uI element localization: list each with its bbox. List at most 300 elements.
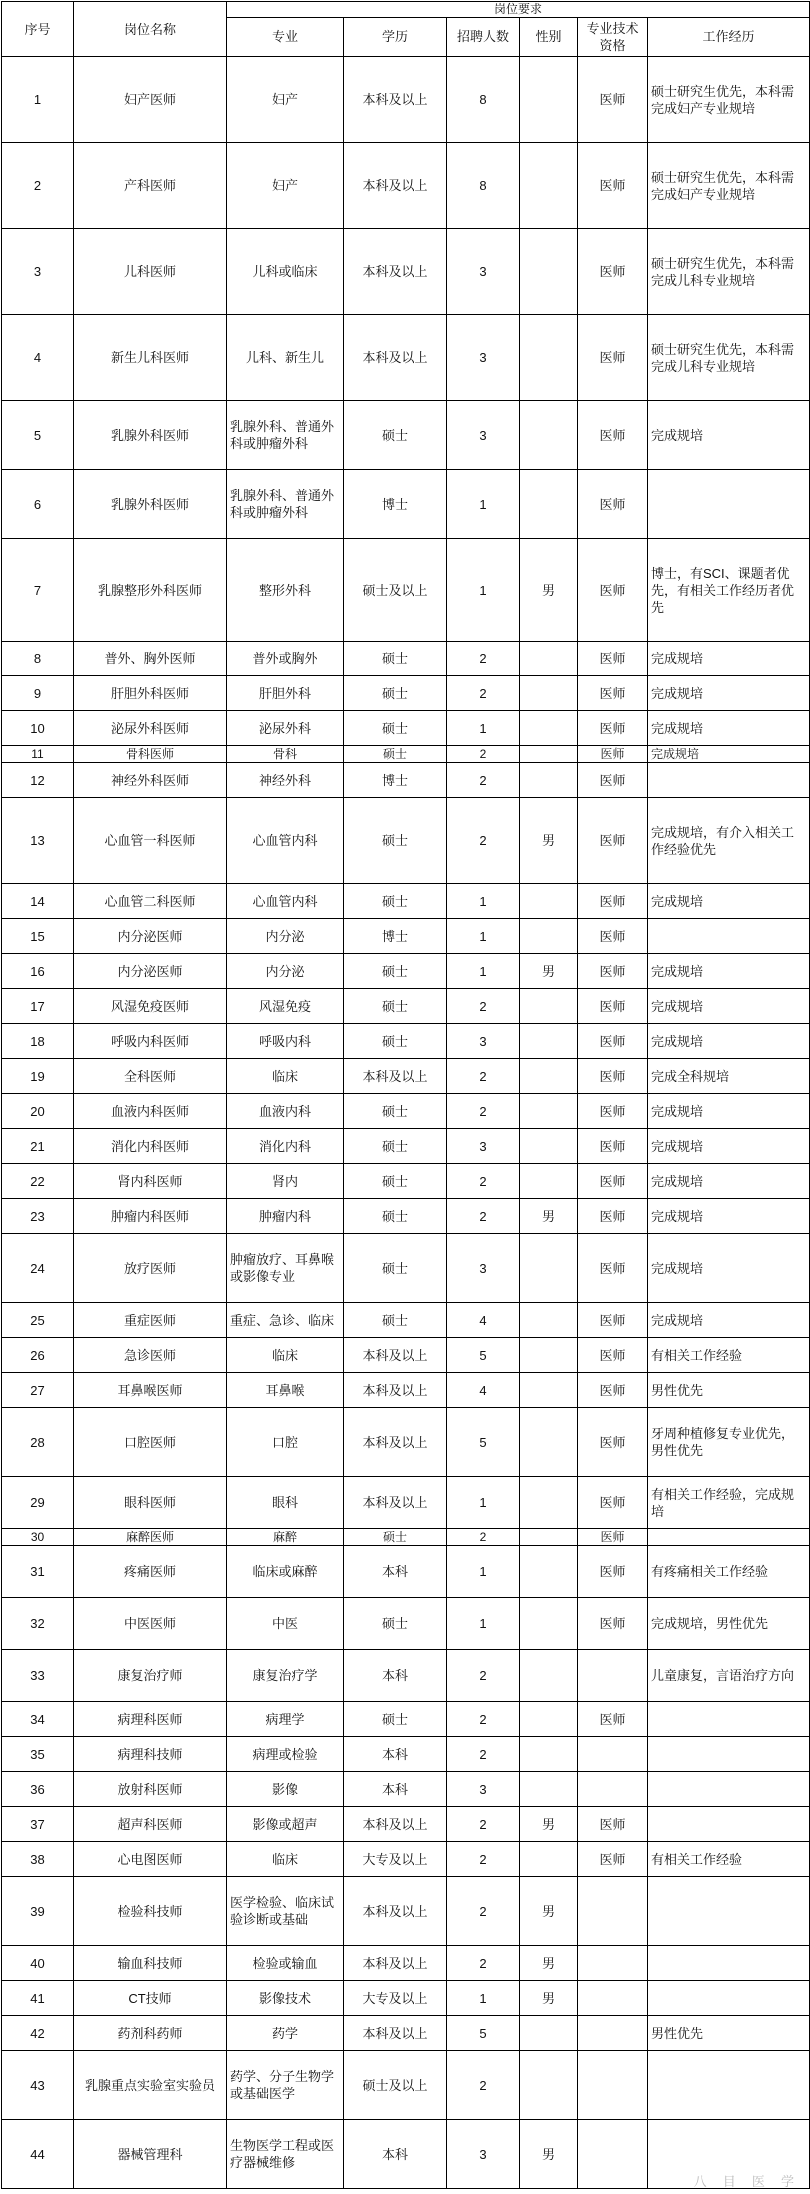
row-qualification (578, 1877, 648, 1946)
row-qualification: 医师 (578, 1702, 648, 1737)
header-qualification: 专业技术资格 (578, 17, 648, 56)
row-major: 血液内科 (227, 1094, 344, 1129)
row-post-name: 血液内科医师 (74, 1094, 227, 1129)
row-qualification: 医师 (578, 989, 648, 1024)
row-qualification: 医师 (578, 1164, 648, 1199)
row-education: 大专及以上 (344, 1842, 447, 1877)
table-row (2, 1772, 810, 1807)
row-gender (520, 1164, 578, 1199)
row-post-name: 中医医师 (74, 1598, 227, 1650)
row-education: 硕士 (344, 1529, 447, 1546)
row-education: 博士 (344, 763, 447, 798)
row-experience: 完成规培 (648, 1129, 810, 1164)
row-qualification: 医师 (578, 919, 648, 954)
row-major: 心血管内科 (227, 798, 344, 884)
row-no: 3 (2, 229, 74, 315)
row-no: 44 (2, 2120, 74, 2189)
table-row (2, 470, 810, 539)
row-post-name: 心血管二科医师 (74, 884, 227, 919)
row-major: 神经外科 (227, 763, 344, 798)
row-education: 本科 (344, 1546, 447, 1598)
row-post-name: 骨科医师 (74, 746, 227, 763)
header-post-name: 岗位名称 (74, 2, 227, 57)
row-post-name: 内分泌医师 (74, 919, 227, 954)
table-row (2, 1737, 810, 1772)
row-qualification: 医师 (578, 539, 648, 642)
row-major: 病理学 (227, 1702, 344, 1737)
row-education: 本科及以上 (344, 1477, 447, 1529)
row-qualification: 医师 (578, 1059, 648, 1094)
row-no: 34 (2, 1702, 74, 1737)
row-education: 硕士 (344, 401, 447, 470)
row-education: 本科及以上 (344, 57, 447, 143)
row-experience: 完成全科规培 (648, 1059, 810, 1094)
row-qualification: 医师 (578, 884, 648, 919)
row-education: 本科及以上 (344, 1059, 447, 1094)
row-education: 本科 (344, 1650, 447, 1702)
row-no: 4 (2, 315, 74, 401)
row-no: 33 (2, 1650, 74, 1702)
row-qualification: 医师 (578, 229, 648, 315)
row-education: 硕士 (344, 746, 447, 763)
row-post-name: 输血科技师 (74, 1946, 227, 1981)
row-major: 影像 (227, 1772, 344, 1807)
row-qualification: 医师 (578, 1373, 648, 1408)
row-major: 重症、急诊、临床 (227, 1303, 344, 1338)
row-no: 18 (2, 1024, 74, 1059)
table-row (2, 1650, 810, 1702)
row-gender (520, 1408, 578, 1477)
row-gender (520, 57, 578, 143)
row-experience (648, 2051, 810, 2120)
row-no: 40 (2, 1946, 74, 1981)
row-major: 儿科或临床 (227, 229, 344, 315)
row-major: 整形外科 (227, 539, 344, 642)
row-gender (520, 1338, 578, 1373)
table-row (2, 1199, 810, 1234)
row-no: 12 (2, 763, 74, 798)
row-education: 本科 (344, 1737, 447, 1772)
row-gender (520, 1094, 578, 1129)
row-no: 27 (2, 1373, 74, 1408)
header-gender: 性别 (520, 17, 578, 56)
row-gender (520, 919, 578, 954)
row-major: 病理或检验 (227, 1737, 344, 1772)
row-gender (520, 1737, 578, 1772)
row-count: 3 (447, 1129, 520, 1164)
row-major: 乳腺外科、普通外科或肿瘤外科 (227, 401, 344, 470)
row-gender (520, 2016, 578, 2051)
row-count: 3 (447, 1024, 520, 1059)
row-experience: 牙周种植修复专业优先，男性优先 (648, 1408, 810, 1477)
table-row (2, 1529, 810, 1546)
row-qualification: 医师 (578, 315, 648, 401)
row-education: 本科及以上 (344, 2016, 447, 2051)
table-row (2, 642, 810, 676)
table-row (2, 143, 810, 229)
row-count: 1 (447, 711, 520, 746)
header-no: 序号 (2, 2, 74, 57)
table-row (2, 1024, 810, 1059)
table-row (2, 1059, 810, 1094)
row-qualification (578, 1650, 648, 1702)
row-post-name: 呼吸内科医师 (74, 1024, 227, 1059)
row-post-name: CT技师 (74, 1981, 227, 2016)
row-no: 31 (2, 1546, 74, 1598)
row-count: 1 (447, 919, 520, 954)
row-no: 13 (2, 798, 74, 884)
row-major: 内分泌 (227, 954, 344, 989)
row-experience (648, 1772, 810, 1807)
row-gender (520, 229, 578, 315)
row-qualification: 医师 (578, 1024, 648, 1059)
row-major: 儿科、新生儿 (227, 315, 344, 401)
row-post-name: 心血管一科医师 (74, 798, 227, 884)
row-experience: 完成规培 (648, 1234, 810, 1303)
row-post-name: 器械管理科 (74, 2120, 227, 2189)
row-post-name: 肝胆外科医师 (74, 676, 227, 711)
row-major: 泌尿外科 (227, 711, 344, 746)
row-education: 硕士 (344, 1129, 447, 1164)
row-experience: 完成规培 (648, 401, 810, 470)
row-post-name: 泌尿外科医师 (74, 711, 227, 746)
row-experience: 有相关工作经验 (648, 1338, 810, 1373)
row-no: 41 (2, 1981, 74, 2016)
row-major: 影像技术 (227, 1981, 344, 2016)
row-no: 35 (2, 1737, 74, 1772)
row-major: 妇产 (227, 143, 344, 229)
row-major: 中医 (227, 1598, 344, 1650)
row-gender: 男 (520, 1199, 578, 1234)
table-row (2, 1303, 810, 1338)
row-qualification: 医师 (578, 1234, 648, 1303)
row-gender (520, 1598, 578, 1650)
row-no: 7 (2, 539, 74, 642)
row-major: 临床或麻醉 (227, 1546, 344, 1598)
row-post-name: 放射科医师 (74, 1772, 227, 1807)
row-no: 9 (2, 676, 74, 711)
table-row (2, 539, 810, 642)
row-education: 博士 (344, 470, 447, 539)
row-major: 肝胆外科 (227, 676, 344, 711)
row-count: 3 (447, 315, 520, 401)
table-row (2, 1129, 810, 1164)
row-gender: 男 (520, 1807, 578, 1842)
row-count: 1 (447, 884, 520, 919)
table-row (2, 763, 810, 798)
row-qualification: 医师 (578, 143, 648, 229)
row-experience: 儿童康复，言语治疗方向 (648, 1650, 810, 1702)
row-education: 大专及以上 (344, 1981, 447, 2016)
row-experience: 完成规培，有介入相关工作经验优先 (648, 798, 810, 884)
row-no: 28 (2, 1408, 74, 1477)
row-qualification: 医师 (578, 1303, 648, 1338)
row-experience: 完成规培 (648, 1303, 810, 1338)
row-major: 内分泌 (227, 919, 344, 954)
row-education: 本科及以上 (344, 1408, 447, 1477)
row-post-name: 乳腺外科医师 (74, 401, 227, 470)
row-qualification (578, 1772, 648, 1807)
row-qualification: 医师 (578, 763, 648, 798)
row-no: 22 (2, 1164, 74, 1199)
row-major: 康复治疗学 (227, 1650, 344, 1702)
row-count: 1 (447, 954, 520, 989)
row-post-name: 全科医师 (74, 1059, 227, 1094)
row-education: 硕士 (344, 1702, 447, 1737)
row-no: 6 (2, 470, 74, 539)
row-qualification: 医师 (578, 1199, 648, 1234)
row-no: 8 (2, 642, 74, 676)
table-row (2, 1546, 810, 1598)
header-education: 学历 (344, 17, 447, 56)
row-post-name: 乳腺重点实验室实验员 (74, 2051, 227, 2120)
table-row (2, 401, 810, 470)
row-education: 硕士 (344, 1024, 447, 1059)
row-no: 29 (2, 1477, 74, 1529)
row-qualification: 医师 (578, 746, 648, 763)
row-experience: 男性优先 (648, 2016, 810, 2051)
table-row (2, 884, 810, 919)
row-count: 5 (447, 1408, 520, 1477)
table-row (2, 57, 810, 143)
table-row (2, 2120, 810, 2189)
row-gender (520, 315, 578, 401)
row-post-name: 检验科技师 (74, 1877, 227, 1946)
row-education: 本科及以上 (344, 1946, 447, 1981)
row-count: 3 (447, 229, 520, 315)
row-education: 本科及以上 (344, 1807, 447, 1842)
row-post-name: 疼痛医师 (74, 1546, 227, 1598)
row-experience (648, 1807, 810, 1842)
row-qualification: 医师 (578, 1807, 648, 1842)
row-qualification: 医师 (578, 1408, 648, 1477)
row-no: 37 (2, 1807, 74, 1842)
row-gender: 男 (520, 798, 578, 884)
row-major: 肾内 (227, 1164, 344, 1199)
row-count: 2 (447, 1094, 520, 1129)
row-experience: 完成规培，男性优先 (648, 1598, 810, 1650)
row-qualification: 医师 (578, 676, 648, 711)
row-major: 骨科 (227, 746, 344, 763)
row-major: 消化内科 (227, 1129, 344, 1164)
row-count: 2 (447, 989, 520, 1024)
row-experience (648, 1702, 810, 1737)
row-count: 2 (447, 1059, 520, 1094)
table-row (2, 315, 810, 401)
row-gender (520, 642, 578, 676)
row-experience: 有相关工作经验 (648, 1842, 810, 1877)
row-no: 39 (2, 1877, 74, 1946)
row-no: 36 (2, 1772, 74, 1807)
row-qualification: 医师 (578, 470, 648, 539)
row-post-name: 内分泌医师 (74, 954, 227, 989)
row-experience: 完成规培 (648, 954, 810, 989)
row-experience: 有相关工作经验，完成规培 (648, 1477, 810, 1529)
row-post-name: 新生儿科医师 (74, 315, 227, 401)
table-row (2, 746, 810, 763)
row-gender (520, 1546, 578, 1598)
row-gender (520, 676, 578, 711)
row-experience (648, 919, 810, 954)
row-post-name: 急诊医师 (74, 1338, 227, 1373)
row-education: 本科及以上 (344, 1373, 447, 1408)
row-experience: 硕士研究生优先，本科需完成妇产专业规培 (648, 57, 810, 143)
table-row (2, 989, 810, 1024)
row-count: 3 (447, 1772, 520, 1807)
row-experience: 硕士研究生优先，本科需完成儿科专业规培 (648, 229, 810, 315)
row-major: 生物医学工程或医疗器械维修 (227, 2120, 344, 2189)
row-qualification: 医师 (578, 711, 648, 746)
row-no: 5 (2, 401, 74, 470)
row-count: 2 (447, 1737, 520, 1772)
header-count: 招聘人数 (447, 17, 520, 56)
table-row (2, 1842, 810, 1877)
row-major: 肿瘤放疗、耳鼻喉或影像专业 (227, 1234, 344, 1303)
row-no: 10 (2, 711, 74, 746)
row-count: 1 (447, 1598, 520, 1650)
row-education: 硕士 (344, 798, 447, 884)
row-no: 17 (2, 989, 74, 1024)
row-no: 11 (2, 746, 74, 763)
recruitment-table (1, 1, 810, 2189)
row-experience: 完成规培 (648, 711, 810, 746)
row-count: 2 (447, 2051, 520, 2120)
row-education: 硕士及以上 (344, 2051, 447, 2120)
row-post-name: 乳腺外科医师 (74, 470, 227, 539)
row-no: 30 (2, 1529, 74, 1546)
row-major: 普外或胸外 (227, 642, 344, 676)
table-row (2, 1373, 810, 1408)
row-qualification: 医师 (578, 1129, 648, 1164)
row-gender (520, 1303, 578, 1338)
row-major: 呼吸内科 (227, 1024, 344, 1059)
row-education: 硕士 (344, 1234, 447, 1303)
row-education: 硕士 (344, 1598, 447, 1650)
row-no: 26 (2, 1338, 74, 1373)
row-education: 硕士 (344, 989, 447, 1024)
row-gender (520, 143, 578, 229)
row-qualification (578, 1737, 648, 1772)
row-education: 硕士 (344, 884, 447, 919)
row-education: 硕士 (344, 954, 447, 989)
row-count: 1 (447, 1546, 520, 1598)
row-gender (520, 1477, 578, 1529)
row-major: 影像或超声 (227, 1807, 344, 1842)
row-no: 24 (2, 1234, 74, 1303)
row-education: 硕士 (344, 1303, 447, 1338)
row-no: 20 (2, 1094, 74, 1129)
table-row (2, 1164, 810, 1199)
table-row (2, 711, 810, 746)
row-experience (648, 1877, 810, 1946)
row-no: 19 (2, 1059, 74, 1094)
row-education: 博士 (344, 919, 447, 954)
row-education: 本科及以上 (344, 143, 447, 229)
row-count: 3 (447, 401, 520, 470)
row-major: 风湿免疫 (227, 989, 344, 1024)
table-row (2, 229, 810, 315)
row-major: 检验或输血 (227, 1946, 344, 1981)
row-count: 2 (447, 1164, 520, 1199)
row-gender (520, 711, 578, 746)
row-post-name: 药剂科药师 (74, 2016, 227, 2051)
row-major: 乳腺外科、普通外科或肿瘤外科 (227, 470, 344, 539)
table-row (2, 2051, 810, 2120)
row-major: 耳鼻喉 (227, 1373, 344, 1408)
row-experience: 完成规培 (648, 1094, 810, 1129)
row-major: 心血管内科 (227, 884, 344, 919)
row-gender: 男 (520, 539, 578, 642)
row-count: 1 (447, 1981, 520, 2016)
table-row (2, 1877, 810, 1946)
row-post-name: 普外、胸外医师 (74, 642, 227, 676)
row-education: 本科 (344, 2120, 447, 2189)
row-post-name: 肾内科医师 (74, 1164, 227, 1199)
row-experience: 完成规培 (648, 746, 810, 763)
row-count: 1 (447, 539, 520, 642)
row-count: 8 (447, 143, 520, 229)
row-post-name: 妇产医师 (74, 57, 227, 143)
row-major: 临床 (227, 1842, 344, 1877)
row-count: 2 (447, 746, 520, 763)
row-gender (520, 1024, 578, 1059)
row-education: 本科及以上 (344, 229, 447, 315)
row-qualification: 医师 (578, 1477, 648, 1529)
table-row (2, 1981, 810, 2016)
header-requirements: 岗位要求 (227, 2, 810, 18)
row-qualification: 医师 (578, 798, 648, 884)
row-major: 眼科 (227, 1477, 344, 1529)
row-experience (648, 1946, 810, 1981)
row-count: 1 (447, 470, 520, 539)
row-post-name: 麻醉医师 (74, 1529, 227, 1546)
row-experience: 完成规培 (648, 884, 810, 919)
table-row (2, 1807, 810, 1842)
row-major: 医学检验、临床试验诊断或基础 (227, 1877, 344, 1946)
row-gender (520, 746, 578, 763)
row-education: 硕士 (344, 711, 447, 746)
row-gender (520, 1650, 578, 1702)
row-gender (520, 989, 578, 1024)
row-no: 21 (2, 1129, 74, 1164)
row-gender (520, 1702, 578, 1737)
row-education: 本科 (344, 1772, 447, 1807)
row-qualification: 医师 (578, 1598, 648, 1650)
row-count: 4 (447, 1303, 520, 1338)
row-experience: 完成规培 (648, 676, 810, 711)
row-experience: 完成规培 (648, 1024, 810, 1059)
row-count: 8 (447, 57, 520, 143)
row-gender (520, 1129, 578, 1164)
header-major: 专业 (227, 17, 344, 56)
row-post-name: 病理科技师 (74, 1737, 227, 1772)
row-post-name: 儿科医师 (74, 229, 227, 315)
table-row (2, 676, 810, 711)
table-row (2, 1338, 810, 1373)
row-gender (520, 1059, 578, 1094)
row-gender: 男 (520, 954, 578, 989)
row-gender (520, 2051, 578, 2120)
row-major: 口腔 (227, 1408, 344, 1477)
row-count: 2 (447, 1946, 520, 1981)
row-gender: 男 (520, 1877, 578, 1946)
row-gender (520, 1842, 578, 1877)
row-gender (520, 1772, 578, 1807)
row-post-name: 心电图医师 (74, 1842, 227, 1877)
row-post-name: 放疗医师 (74, 1234, 227, 1303)
row-count: 2 (447, 798, 520, 884)
row-major: 药学 (227, 2016, 344, 2051)
